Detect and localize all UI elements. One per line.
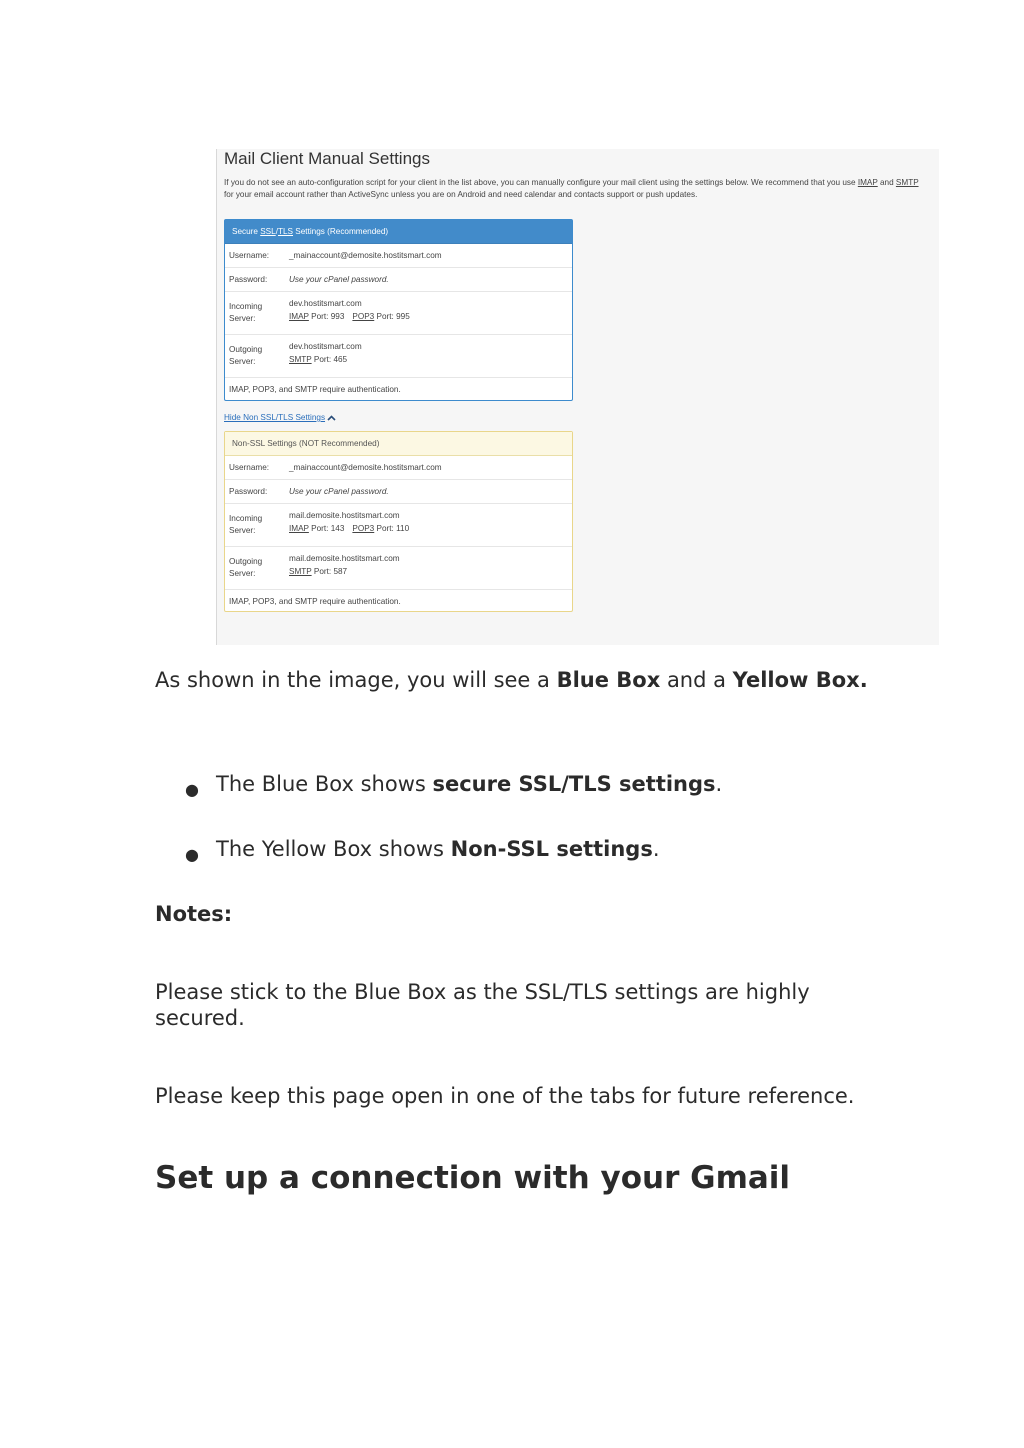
smtp-port: Port: 587: [311, 567, 348, 576]
non-ssl-box-footer: IMAP, POP3, and SMTP require authentication.: [229, 597, 401, 606]
intro-and: and: [877, 178, 896, 187]
non-ssl-incoming-row: [225, 504, 572, 547]
secure-head-slash: /: [275, 227, 278, 236]
screenshot-title: Mail Client Manual Settings: [224, 149, 430, 168]
smtp-port: Port: 465: [311, 355, 348, 364]
outgoing-value: [289, 552, 400, 578]
bullet-suffix: .: [715, 772, 723, 796]
incoming-label: Incoming Server:: [229, 302, 263, 323]
incoming-value: [289, 297, 410, 323]
bullet-prefix: The Yellow Box shows: [216, 837, 451, 861]
imap-link[interactable]: IMAP: [857, 178, 878, 187]
smtp-link[interactable]: SMTP: [895, 178, 919, 187]
username-value: _mainaccount@demosite.hostitsmart.com: [289, 463, 442, 472]
imap-abbr: IMAP: [289, 312, 309, 321]
password-value: Use your cPanel password.: [289, 487, 389, 496]
secure-incoming-row: [225, 292, 572, 335]
pop3-abbr: POP3: [352, 524, 375, 533]
incoming-label: Incoming Server:: [229, 514, 263, 535]
mail-settings-screenshot: [216, 149, 939, 645]
outgoing-label: Outgoing Server:: [229, 557, 263, 578]
secure-password-row: [225, 268, 572, 292]
bullet-dot: ●: [185, 780, 199, 799]
pop3-port: Port: 110: [374, 524, 410, 533]
bullet-bold: Non-SSL settings: [450, 837, 653, 861]
bullet-dot: ●: [185, 845, 199, 864]
secure-box-header: [225, 220, 572, 244]
incoming-host: mail.demosite.hostitsmart.com: [289, 511, 400, 520]
intro-text-end: for your email account rather than ActiveSync unless you are on Android and need calendar and contacts support or push updates.: [224, 190, 698, 199]
password-value: Use your cPanel password.: [289, 275, 389, 284]
secure-box-footer: IMAP, POP3, and SMTP require authentication.: [229, 385, 401, 394]
intro-and-text: and a: [660, 668, 733, 692]
screenshot-intro: [224, 177, 929, 201]
imap-port: Port: 143: [308, 524, 345, 533]
notes-heading-text: Notes:: [155, 902, 233, 926]
imap-port: Port: 993: [308, 312, 345, 321]
bullet-bold: secure SSL/TLS settings: [432, 772, 716, 796]
list-item: [216, 836, 660, 862]
secure-head-suffix: Settings (Recommended): [293, 227, 389, 236]
blue-box-term: Blue Box: [556, 668, 661, 692]
non-ssl-password-row: [225, 480, 572, 504]
secure-username-row: [225, 244, 572, 268]
ssl-abbr: SSL: [260, 227, 276, 236]
password-label: Password:: [229, 275, 268, 284]
note-paragraph-1: Please stick to the Blue Box as the SSL/TLS settings are highly secured.: [155, 980, 810, 1030]
outgoing-host: dev.hostitsmart.com: [289, 342, 362, 351]
pop3-port: Port: 995: [374, 312, 410, 321]
non-ssl-settings-box: [224, 431, 573, 612]
list-item: [216, 771, 722, 797]
hide-non-ssl-link[interactable]: [224, 413, 336, 422]
username-label: Username:: [229, 463, 270, 472]
non-ssl-box-header: Non-SSL Settings (NOT Recommended): [225, 432, 572, 456]
incoming-value: [289, 509, 409, 535]
secure-settings-box: [224, 219, 573, 401]
incoming-host: dev.hostitsmart.com: [289, 299, 362, 308]
pop3-abbr: POP3: [352, 312, 375, 321]
non-ssl-username-row: [225, 456, 572, 480]
notes-heading: [155, 901, 875, 927]
outgoing-label: Outgoing Server:: [229, 345, 263, 366]
smtp-abbr: SMTP: [289, 567, 312, 576]
smtp-abbr: SMTP: [289, 355, 312, 364]
imap-abbr: IMAP: [289, 524, 309, 533]
note-paragraph-2: Please keep this page open in one of the tabs for future reference.: [155, 1084, 855, 1108]
username-value: _mainaccount@demosite.hostitsmart.com: [289, 251, 442, 260]
hide-non-ssl-label[interactable]: Hide Non SSL/TLS Settings: [224, 413, 326, 422]
secure-head-prefix: Secure: [232, 227, 261, 236]
bullet-suffix: .: [652, 837, 660, 861]
non-ssl-outgoing-row: [225, 547, 572, 590]
intro-prefix: As shown in the image, you will see a: [155, 668, 557, 692]
secure-outgoing-row: [225, 335, 572, 378]
intro-paragraph: [155, 667, 875, 693]
chevron-up-icon: [327, 415, 336, 421]
intro-text: If you do not see an auto-configuration script for your client in the list above, you can manually configure your mail client using the settings below. We recommend that you use: [224, 178, 858, 187]
password-label: Password:: [229, 487, 268, 496]
bullet-prefix: The Blue Box shows: [216, 772, 433, 796]
yellow-box-term: Yellow Box.: [732, 668, 868, 692]
username-label: Username:: [229, 251, 270, 260]
outgoing-host: mail.demosite.hostitsmart.com: [289, 554, 400, 563]
section-heading: Set up a connection with your Gmail: [155, 1160, 791, 1196]
tls-abbr: TLS: [277, 227, 294, 236]
outgoing-value: [289, 340, 362, 366]
